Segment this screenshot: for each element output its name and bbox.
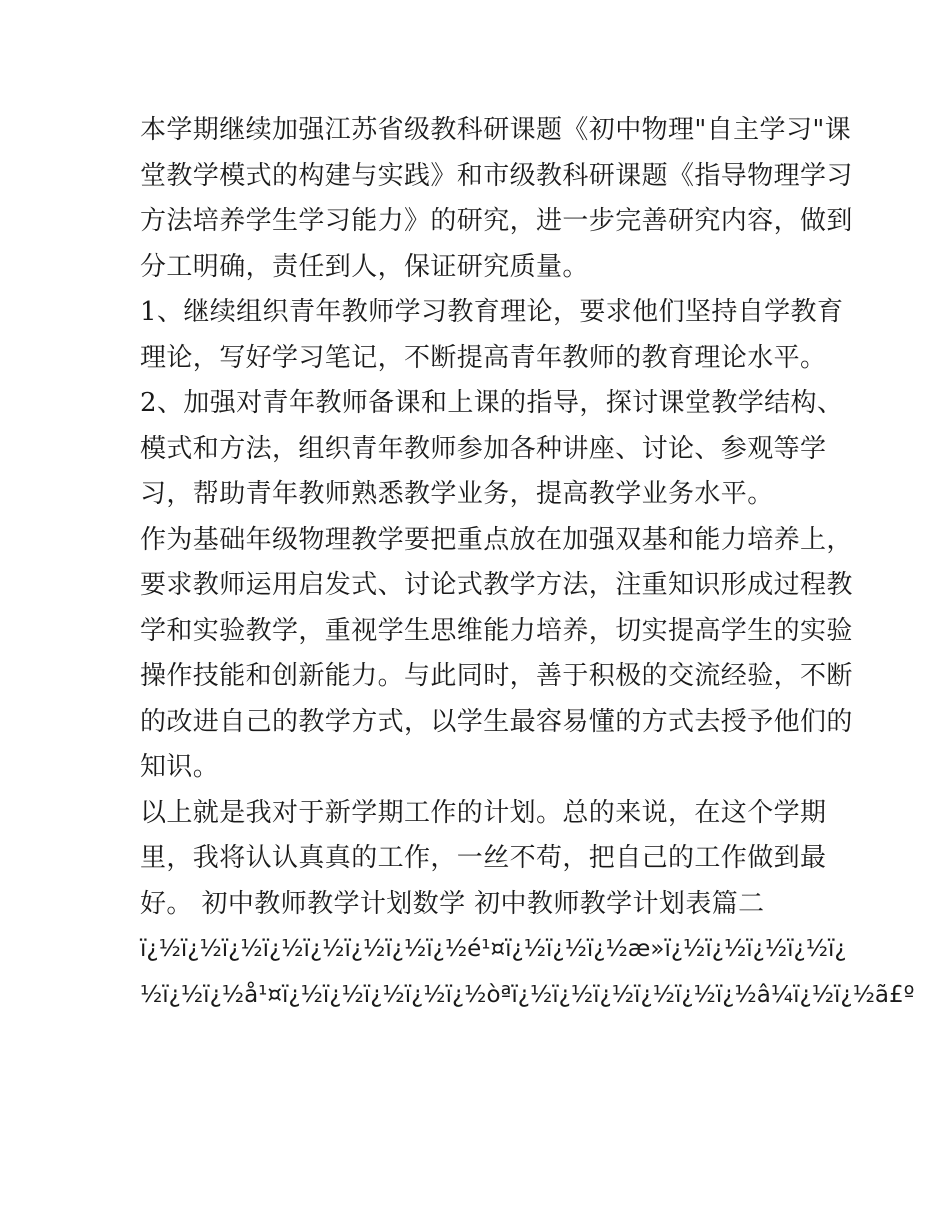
list-item-line: 习，帮助青年教师熟悉教学业务，提高教学业务水平。 (140, 479, 774, 509)
paragraph-line: 学和实验教学，重视学生思维能力培养，切实提高学生的实验 (140, 615, 853, 646)
list-item-line: 模式和方法，组织青年教师参加各种讲座、讨论、参观等学 (140, 433, 827, 464)
list-item-line: 1、继续组织青年教师学习教育理论，要求他们坚持自学教育 (140, 297, 844, 327)
garbled-text-line: ½ï¿½ï¿½å¹¤ï¿½ï¿½ï¿½ï¿½ï¿½òªï¿½ï¿½ï¿½ï¿½ï¿½ï¿½â¼ï¿½ï¿½ã£º (140, 981, 915, 1008)
paragraph-line: 里，我将认认真真的工作，一丝不苟，把自己的工作做到最 (140, 843, 827, 873)
paragraph-line: 分工明确，责任到人，保证研究质量。 (140, 251, 589, 282)
paragraph-line: 堂教学模式的构建与实践》和市级教科研课题《指导物理学习 (140, 160, 853, 191)
paragraph-line: 知识。 (140, 752, 220, 782)
paragraph-line: 操作技能和创新能力。与此同时，善于积极的交流经验，不断 (140, 661, 853, 691)
paragraph-line: 好。 初中教师教学计划数学 初中教师教学计划表篇二 (140, 888, 765, 919)
paragraph-line: 本学期继续加强江苏省级教科研课题《初中物理"自主学习"课 (140, 115, 852, 145)
paragraph-line: 方法培养学生学习能力》的研究，进一步完善研究内容，做到 (140, 206, 853, 236)
paragraph-line: 要求教师运用启发式、讨论式教学方法，注重知识形成过程教 (140, 570, 853, 600)
document-body (140, 108, 915, 1018)
list-item-line: 2、加强对青年教师备课和上课的指导，探讨课堂教学结构、 (140, 388, 844, 418)
paragraph-line: 的改进自己的教学方式，以学生最容易懂的方式去授予他们的 (140, 706, 853, 737)
paragraph-line: 以上就是我对于新学期工作的计划。总的来说，在这个学期 (140, 797, 827, 828)
paragraph-line: 作为基础年级物理教学要把重点放在加强双基和能力培养上， (140, 524, 853, 555)
list-item-line: 理论，写好学习笔记，不断提高青年教师的教育理论水平。 (140, 342, 827, 373)
garbled-text-line: ï¿½ï¿½ï¿½ï¿½ï¿½ï¿½ï¿½ï¿½é¹¤ï¿½ï¿½ï¿½æ»ï¿½ï¿½ï¿½ï¿½ï¿ (140, 936, 847, 962)
